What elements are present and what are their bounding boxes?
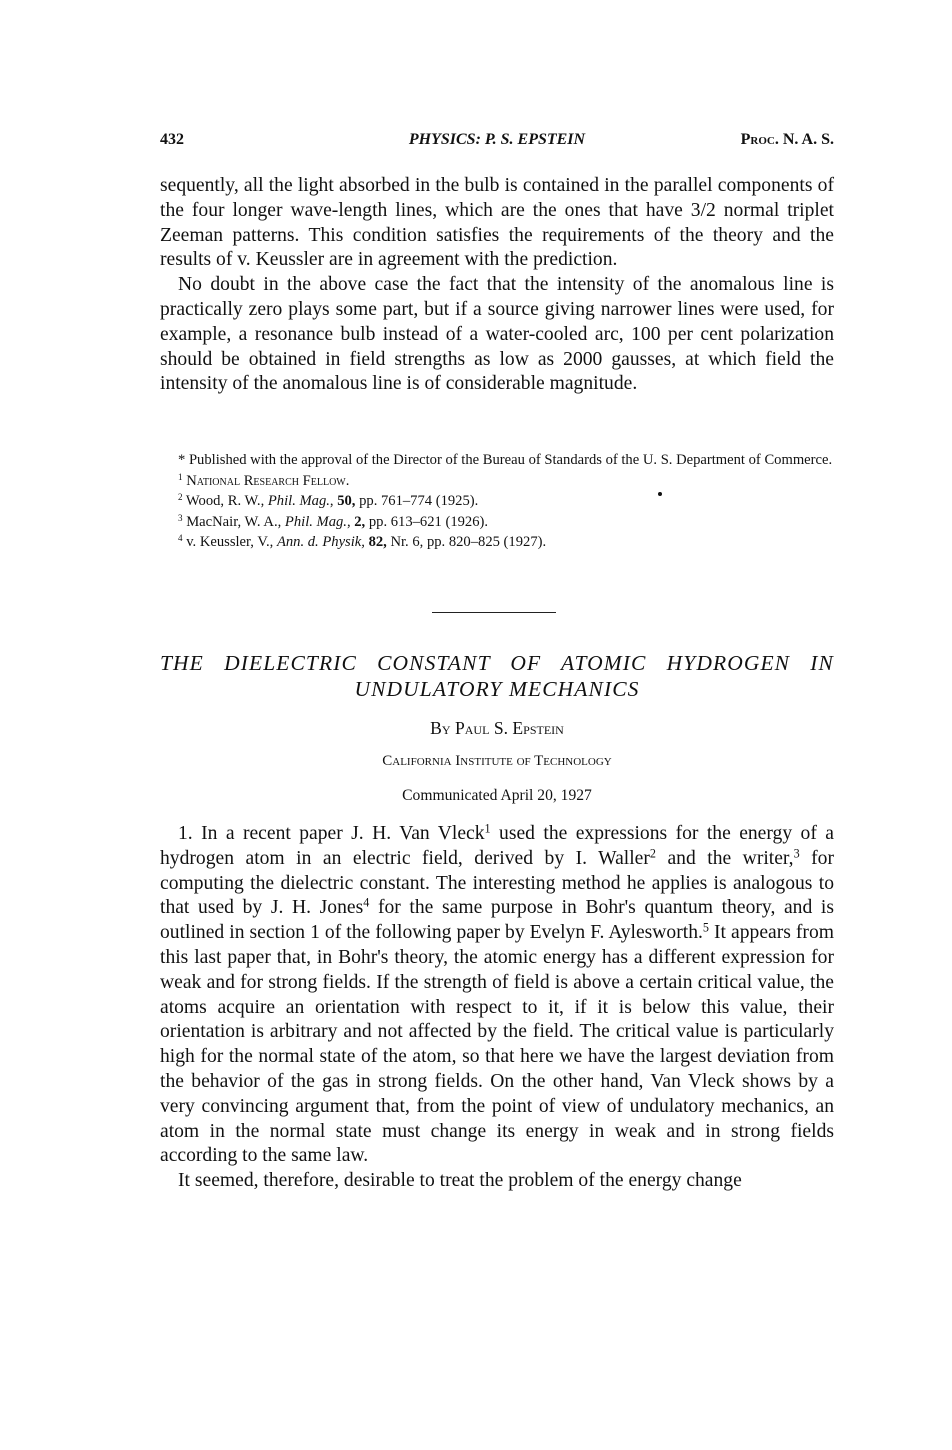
paragraph: It seemed, therefore, desirable to treat the problem of the energy change [178, 1170, 742, 1192]
footnote-2: $^2$ Wood, R. W., Phil. Mag., 50, pp. 761–774 (1925). [178, 492, 479, 510]
footnote-3: $^3$ MacNair, W. A., Phil. Mag., 2, pp. 613–621 (1926). [178, 512, 489, 530]
previous-article-tail [160, 174, 834, 397]
footnote-4: $^4$ v. Keussler, V., Ann. d. Physik, 82, Nr. 6, pp. 820–825 (1927). [178, 533, 547, 551]
footnote-1: $^1$ National Research Fellow. [178, 471, 350, 489]
footnotes [160, 450, 834, 553]
paragraph: 1. In a recent paper J. H. Van Vleck$^1$ used the expressions for the energy of a hydrogen atom in an electric field, derived by I. Waller$^2$ and the writer,$^3$ for computing the dielectric constant. The interesting method he applies is analogous to that used by J. H. Jones$^4$ for the same purpose in Bohr's quantum theory, and is outlined in section 1 of the following paper by Evelyn F. Aylesworth.$^5$ It appears from this last paper that, in Bohr's theory, the atomic energy has a different expression for weak and for strong fields. If the strength of field is above a certain critical value, the atoms acquire an orientation with respect to it, if it is below this value, their orientation is arbitrary and not affected by the field. The critical value is particularly high for the normal state of the atom, so that here we have the largest deviation from the behavior of the gas in strong fields. On the other hand, Van Vleck shows by a very convincing argument that, from the point of view of undulatory mechanics, an atom in the normal state must change its energy in weak and in strong fields according to the same law. [160, 821, 834, 1167]
author-byline: By Paul S. Epstein [430, 718, 564, 738]
page-number: 432 [160, 131, 184, 148]
footnote-star: * Published with the approval of the Director of the Bureau of Standards of the U. S. Department of Commerce. [178, 452, 833, 468]
journal-abbrev: Proc. N. A. S. [740, 131, 834, 148]
running-title: PHYSICS: P. S. EPSTEIN [408, 131, 586, 148]
article-title: THE DIELECTRIC CONSTANT OF ATOMIC HYDROGEN IN UNDULATORY MECHANICS [160, 651, 834, 701]
ink-speck [658, 492, 662, 496]
paragraph: sequently, all the light absorbed in the bulb is contained in the parallel components of the four longer wave-length lines, which are the ones that have 3/2 normal triplet Zeeman patterns. This condition satisfies the requirements of the theory and the results of v. Keussler are in agreement with the prediction. [160, 175, 834, 271]
article-body [160, 822, 834, 1194]
affiliation: California Institute of Technology [382, 753, 612, 769]
communicated-date: Communicated April 20, 1927 [402, 787, 592, 804]
running-head [160, 131, 834, 153]
paragraph: No doubt in the above case the fact that the intensity of the anomalous line is practically zero plays some part, but if a source giving narrower lines were used, for example, a resonance bulb instead of a water-cooled arc, 100 per cent polarization should be obtained in field strengths as low as 2000 gausses, at which field the intensity of the anomalous line is of considerable magnitude. [160, 274, 834, 395]
section-divider [432, 612, 556, 613]
